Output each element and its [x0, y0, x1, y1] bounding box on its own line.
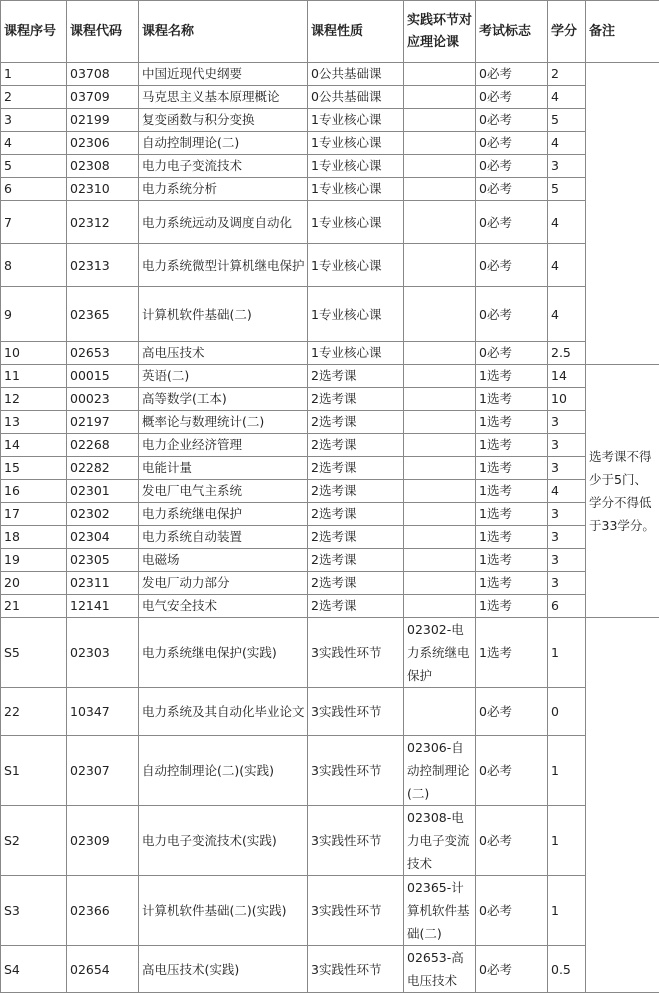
cell-code: 00023 [67, 388, 139, 411]
cell-seq: 21 [1, 595, 67, 618]
cell-credit: 2 [548, 63, 586, 86]
cell-credit: 4 [548, 480, 586, 503]
cell-nature: 1专业核心课 [308, 244, 404, 287]
cell-nature: 1专业核心课 [308, 342, 404, 365]
cell-theory: 02365-计算机软件基础(二) [404, 876, 476, 946]
cell-exam: 0必考 [476, 342, 548, 365]
table-row [1, 457, 659, 480]
cell-nature: 1专业核心课 [308, 287, 404, 342]
cell-nature: 1专业核心课 [308, 201, 404, 244]
cell-nature: 2选考课 [308, 457, 404, 480]
cell-seq: 5 [1, 155, 67, 178]
cell-code: 12141 [67, 595, 139, 618]
cell-credit: 0 [548, 688, 586, 736]
cell-theory [404, 86, 476, 109]
cell-seq: 3 [1, 109, 67, 132]
cell-nature: 1专业核心课 [308, 178, 404, 201]
cell-name: 英语(二) [139, 365, 308, 388]
cell-seq: S2 [1, 806, 67, 876]
cell-seq: S4 [1, 946, 67, 993]
table-row [1, 480, 659, 503]
cell-theory [404, 457, 476, 480]
cell-name: 电能计量 [139, 457, 308, 480]
cell-seq: S1 [1, 736, 67, 806]
table-row [1, 63, 659, 86]
cell-seq: 8 [1, 244, 67, 287]
cell-theory [404, 178, 476, 201]
cell-name: 复变函数与积分变换 [139, 109, 308, 132]
cell-nature: 2选考课 [308, 595, 404, 618]
header-nature: 课程性质 [308, 1, 404, 63]
cell-code: 10347 [67, 688, 139, 736]
cell-nature: 0公共基础课 [308, 86, 404, 109]
cell-theory [404, 132, 476, 155]
cell-theory [404, 549, 476, 572]
cell-code: 02302 [67, 503, 139, 526]
cell-exam: 1选考 [476, 503, 548, 526]
cell-exam: 0必考 [476, 86, 548, 109]
cell-name: 电力电子变流技术 [139, 155, 308, 178]
table-row [1, 434, 659, 457]
cell-nature: 3实践性环节 [308, 946, 404, 993]
cell-theory: 02653-高电压技术 [404, 946, 476, 993]
cell-exam: 1选考 [476, 572, 548, 595]
cell-code: 02313 [67, 244, 139, 287]
cell-code: 02312 [67, 201, 139, 244]
table-row [1, 526, 659, 549]
cell-name: 计算机软件基础(二) [139, 287, 308, 342]
cell-theory [404, 155, 476, 178]
table-row [1, 244, 659, 287]
cell-credit: 1 [548, 618, 586, 688]
cell-name: 电力系统继电保护(实践) [139, 618, 308, 688]
cell-seq: S3 [1, 876, 67, 946]
cell-code: 02310 [67, 178, 139, 201]
table-row [1, 946, 659, 993]
cell-exam: 0必考 [476, 178, 548, 201]
cell-code: 03708 [67, 63, 139, 86]
cell-note-empty [586, 618, 659, 993]
cell-name: 自动控制理论(二) [139, 132, 308, 155]
cell-note: 选考课不得少于5门、学分不得低于33学分。 [586, 365, 659, 618]
cell-name: 电力系统自动装置 [139, 526, 308, 549]
cell-name: 电气安全技术 [139, 595, 308, 618]
cell-theory [404, 480, 476, 503]
cell-nature: 3实践性环节 [308, 806, 404, 876]
cell-code: 02303 [67, 618, 139, 688]
cell-name: 高电压技术 [139, 342, 308, 365]
cell-name: 高电压技术(实践) [139, 946, 308, 993]
cell-nature: 2选考课 [308, 388, 404, 411]
cell-name: 电力系统分析 [139, 178, 308, 201]
cell-theory [404, 526, 476, 549]
cell-code: 02304 [67, 526, 139, 549]
table-row [1, 201, 659, 244]
cell-theory: 02308-电力电子变流技术 [404, 806, 476, 876]
cell-theory [404, 63, 476, 86]
table-row [1, 86, 659, 109]
cell-nature: 2选考课 [308, 434, 404, 457]
cell-name: 电力系统远动及调度自动化 [139, 201, 308, 244]
cell-exam: 0必考 [476, 736, 548, 806]
table-row [1, 618, 659, 688]
cell-code: 02365 [67, 287, 139, 342]
cell-nature: 2选考课 [308, 411, 404, 434]
cell-credit: 1 [548, 876, 586, 946]
cell-exam: 0必考 [476, 201, 548, 244]
table-row [1, 549, 659, 572]
cell-exam: 0必考 [476, 946, 548, 993]
cell-theory [404, 688, 476, 736]
table-row [1, 595, 659, 618]
cell-nature: 1专业核心课 [308, 155, 404, 178]
cell-name: 电力系统继电保护 [139, 503, 308, 526]
cell-nature: 0公共基础课 [308, 63, 404, 86]
cell-code: 00015 [67, 365, 139, 388]
cell-name: 电力电子变流技术(实践) [139, 806, 308, 876]
cell-exam: 0必考 [476, 287, 548, 342]
cell-seq: 20 [1, 572, 67, 595]
cell-credit: 3 [548, 503, 586, 526]
cell-credit: 14 [548, 365, 586, 388]
cell-exam: 0必考 [476, 244, 548, 287]
cell-code: 02366 [67, 876, 139, 946]
cell-theory [404, 201, 476, 244]
cell-seq: 18 [1, 526, 67, 549]
cell-credit: 0.5 [548, 946, 586, 993]
table-row [1, 365, 659, 388]
cell-nature: 2选考课 [308, 480, 404, 503]
cell-exam: 1选考 [476, 618, 548, 688]
cell-theory [404, 365, 476, 388]
header-code: 课程代码 [67, 1, 139, 63]
table-row [1, 287, 659, 342]
cell-nature: 3实践性环节 [308, 876, 404, 946]
cell-credit: 3 [548, 411, 586, 434]
cell-credit: 4 [548, 132, 586, 155]
cell-credit: 4 [548, 287, 586, 342]
cell-credit: 3 [548, 549, 586, 572]
cell-code: 02307 [67, 736, 139, 806]
cell-exam: 0必考 [476, 155, 548, 178]
header-row [1, 1, 659, 63]
cell-nature: 3实践性环节 [308, 618, 404, 688]
cell-seq: 22 [1, 688, 67, 736]
cell-seq: 13 [1, 411, 67, 434]
cell-code: 02306 [67, 132, 139, 155]
cell-seq: 12 [1, 388, 67, 411]
cell-nature: 1专业核心课 [308, 109, 404, 132]
cell-nature: 1专业核心课 [308, 132, 404, 155]
cell-code: 02311 [67, 572, 139, 595]
cell-seq: 4 [1, 132, 67, 155]
cell-exam: 1选考 [476, 526, 548, 549]
cell-seq: 7 [1, 201, 67, 244]
table-row [1, 388, 659, 411]
cell-seq: 6 [1, 178, 67, 201]
cell-theory [404, 388, 476, 411]
cell-seq: 2 [1, 86, 67, 109]
table-row [1, 342, 659, 365]
table-row [1, 806, 659, 876]
cell-credit: 1 [548, 806, 586, 876]
cell-credit: 4 [548, 244, 586, 287]
header-theory: 实践环节对应理论课 [404, 1, 476, 63]
cell-exam: 0必考 [476, 806, 548, 876]
header-seq: 课程序号 [1, 1, 67, 63]
cell-exam: 0必考 [476, 688, 548, 736]
table-row [1, 876, 659, 946]
cell-code: 02654 [67, 946, 139, 993]
cell-theory [404, 572, 476, 595]
cell-credit: 3 [548, 457, 586, 480]
cell-seq: 11 [1, 365, 67, 388]
cell-exam: 1选考 [476, 434, 548, 457]
cell-nature: 2选考课 [308, 365, 404, 388]
cell-theory [404, 287, 476, 342]
cell-seq: 10 [1, 342, 67, 365]
cell-nature: 3实践性环节 [308, 688, 404, 736]
cell-exam: 0必考 [476, 876, 548, 946]
cell-seq: 16 [1, 480, 67, 503]
cell-name: 高等数学(工本) [139, 388, 308, 411]
cell-code: 02653 [67, 342, 139, 365]
cell-name: 计算机软件基础(二)(实践) [139, 876, 308, 946]
cell-name: 概率论与数理统计(二) [139, 411, 308, 434]
cell-nature: 3实践性环节 [308, 736, 404, 806]
table-row [1, 503, 659, 526]
cell-code: 02305 [67, 549, 139, 572]
cell-credit: 5 [548, 178, 586, 201]
cell-exam: 1选考 [476, 457, 548, 480]
cell-nature: 2选考课 [308, 549, 404, 572]
cell-name: 中国近现代史纲要 [139, 63, 308, 86]
cell-credit: 3 [548, 526, 586, 549]
cell-credit: 4 [548, 201, 586, 244]
table-row [1, 178, 659, 201]
cell-code: 02282 [67, 457, 139, 480]
table-row [1, 411, 659, 434]
cell-seq: 14 [1, 434, 67, 457]
cell-code: 02301 [67, 480, 139, 503]
cell-credit: 1 [548, 736, 586, 806]
cell-theory [404, 503, 476, 526]
cell-name: 电力系统及其自动化毕业论文 [139, 688, 308, 736]
cell-code: 02268 [67, 434, 139, 457]
cell-name: 发电厂电气主系统 [139, 480, 308, 503]
cell-exam: 0必考 [476, 63, 548, 86]
cell-theory [404, 595, 476, 618]
cell-credit: 2.5 [548, 342, 586, 365]
cell-seq: 17 [1, 503, 67, 526]
cell-credit: 10 [548, 388, 586, 411]
cell-code: 02197 [67, 411, 139, 434]
cell-exam: 1选考 [476, 411, 548, 434]
cell-name: 发电厂动力部分 [139, 572, 308, 595]
cell-exam: 0必考 [476, 132, 548, 155]
cell-name: 自动控制理论(二)(实践) [139, 736, 308, 806]
cell-credit: 3 [548, 434, 586, 457]
cell-exam: 0必考 [476, 109, 548, 132]
table-row [1, 572, 659, 595]
table-row [1, 109, 659, 132]
cell-seq: 9 [1, 287, 67, 342]
table-row [1, 736, 659, 806]
header-note: 备注 [586, 1, 659, 63]
cell-name: 电力系统微型计算机继电保护 [139, 244, 308, 287]
cell-credit: 6 [548, 595, 586, 618]
cell-theory: 02306-自动控制理论(二) [404, 736, 476, 806]
cell-seq: 1 [1, 63, 67, 86]
cell-theory [404, 109, 476, 132]
cell-exam: 1选考 [476, 365, 548, 388]
cell-code: 03709 [67, 86, 139, 109]
cell-theory: 02302-电力系统继电保护 [404, 618, 476, 688]
table-row [1, 155, 659, 178]
cell-credit: 5 [548, 109, 586, 132]
cell-seq: 15 [1, 457, 67, 480]
cell-code: 02308 [67, 155, 139, 178]
cell-name: 电磁场 [139, 549, 308, 572]
cell-theory [404, 342, 476, 365]
cell-name: 电力企业经济管理 [139, 434, 308, 457]
cell-name: 马克思主义基本原理概论 [139, 86, 308, 109]
cell-theory [404, 244, 476, 287]
cell-theory [404, 411, 476, 434]
cell-note-empty [586, 63, 659, 365]
header-exam: 考试标志 [476, 1, 548, 63]
header-credit: 学分 [548, 1, 586, 63]
cell-exam: 1选考 [476, 480, 548, 503]
cell-seq: S5 [1, 618, 67, 688]
table-row [1, 688, 659, 736]
cell-code: 02199 [67, 109, 139, 132]
cell-credit: 4 [548, 86, 586, 109]
cell-exam: 1选考 [476, 388, 548, 411]
table-row [1, 132, 659, 155]
cell-code: 02309 [67, 806, 139, 876]
cell-theory [404, 434, 476, 457]
cell-exam: 1选考 [476, 549, 548, 572]
cell-seq: 19 [1, 549, 67, 572]
cell-nature: 2选考课 [308, 503, 404, 526]
cell-credit: 3 [548, 155, 586, 178]
header-name: 课程名称 [139, 1, 308, 63]
cell-nature: 2选考课 [308, 572, 404, 595]
cell-exam: 1选考 [476, 595, 548, 618]
cell-nature: 2选考课 [308, 526, 404, 549]
cell-credit: 3 [548, 572, 586, 595]
